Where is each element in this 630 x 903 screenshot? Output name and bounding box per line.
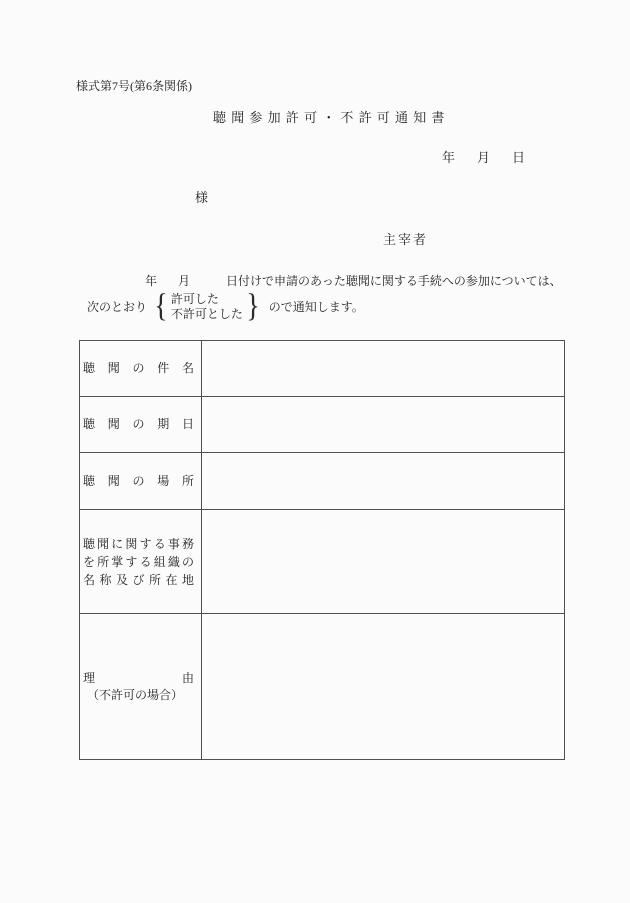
value-hearing-subject xyxy=(202,341,565,397)
value-reason xyxy=(202,614,565,760)
table-row-date xyxy=(80,397,565,453)
table-row-reason xyxy=(80,614,565,760)
table-row-organization xyxy=(80,510,565,614)
decision-options xyxy=(171,292,243,322)
brace-close-glyph: } xyxy=(246,288,260,324)
option-permitted: 許可した xyxy=(170,291,219,306)
date-line xyxy=(442,151,525,165)
addressee-honorific: 様 xyxy=(195,190,209,205)
hearing-notice-table xyxy=(79,340,565,760)
label-hearing-subject: 聴聞の件名 xyxy=(80,341,202,397)
brace-open-glyph: { xyxy=(154,288,168,324)
body-paragraph-line1 xyxy=(145,274,562,289)
body-month-label: 月 xyxy=(178,274,191,288)
body-year-label: 年 xyxy=(145,274,158,288)
value-organization xyxy=(202,510,565,614)
value-hearing-place xyxy=(202,453,565,510)
document-title: 聴聞参加許可・不許可通知書 xyxy=(213,110,450,125)
body-line1-text: 日付けで申請のあった聴聞に関する手続への参加については、 xyxy=(226,274,562,288)
form-number: 様式第7号(第6条関係) xyxy=(76,79,192,93)
label-reason: 理由 （不許可の場合） xyxy=(80,614,202,760)
label-organization: 聴聞に関する事務 を所掌する組織の 名称及び所在地 xyxy=(80,510,202,614)
date-day-label: 日 xyxy=(512,150,526,165)
label-hearing-date: 聴聞の期日 xyxy=(80,397,202,453)
date-month-label: 月 xyxy=(477,150,491,165)
body-paragraph-line2 xyxy=(87,290,364,323)
value-hearing-date xyxy=(202,397,565,453)
table-row-place xyxy=(80,453,565,510)
option-not-permitted: 不許可とした xyxy=(170,306,243,321)
date-year-label: 年 xyxy=(442,150,456,165)
body-line2-suffix: ので通知します。 xyxy=(268,300,364,314)
table-row-subject xyxy=(80,341,565,397)
body-line2-prefix: 次のとおり xyxy=(87,300,148,314)
presider-label: 主宰者 xyxy=(383,232,429,247)
label-hearing-place: 聴聞の場所 xyxy=(80,453,202,510)
